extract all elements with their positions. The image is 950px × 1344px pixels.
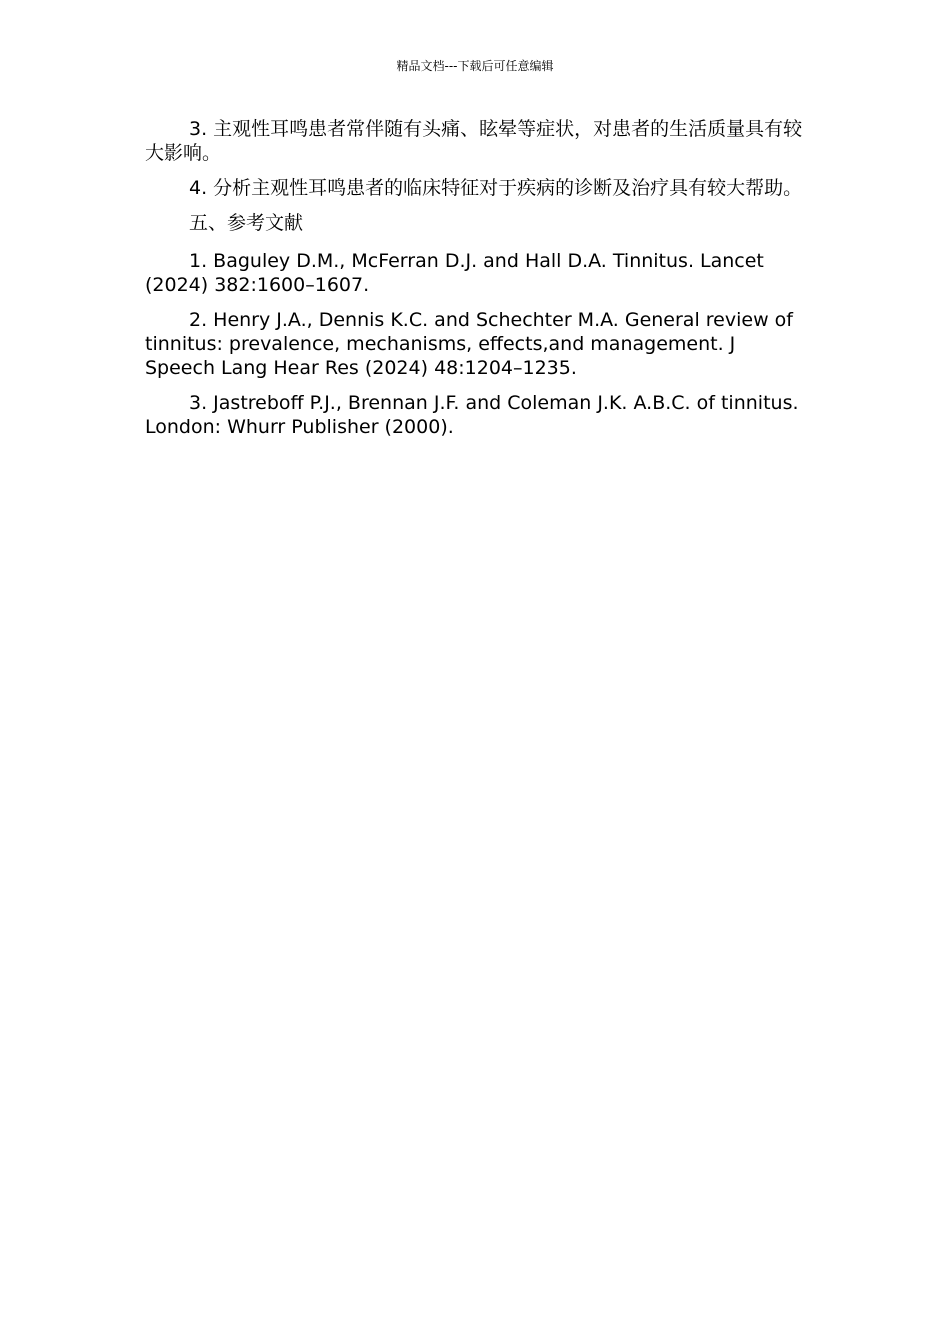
reference-item-1: 1. Baguley D.M., McFerran D.J. and Hall D.A. Tinnitus. Lancet (2024) 382:1600–1607.	[145, 250, 764, 296]
references-heading: 五、参考文献	[189, 212, 304, 234]
document-body	[145, 117, 810, 450]
reference-item-2: 2. Henry J.A., Dennis K.C. and Schechter M.A. General review of tinnitus: prevalence, mechanisms, effects,and management. J Speech Lang Hear Res (2024) 48:1204–1235.	[145, 309, 793, 379]
conclusion-item-4: 4. 分析主观性耳鸣患者的临床特征对于疾病的诊断及治疗具有较大帮助。	[189, 177, 803, 199]
reference-item-3: 3. Jastreboff P.J., Brennan J.F. and Coleman J.K. A.B.C. of tinnitus. London: Whurr Publisher (2000).	[145, 392, 799, 438]
page-header: 精品文档---下载后可任意编辑	[396, 59, 554, 73]
conclusion-item-3: 3. 主观性耳鸣患者常伴随有头痛、眩晕等症状，对患者的生活质量具有较大影响。	[145, 118, 803, 164]
